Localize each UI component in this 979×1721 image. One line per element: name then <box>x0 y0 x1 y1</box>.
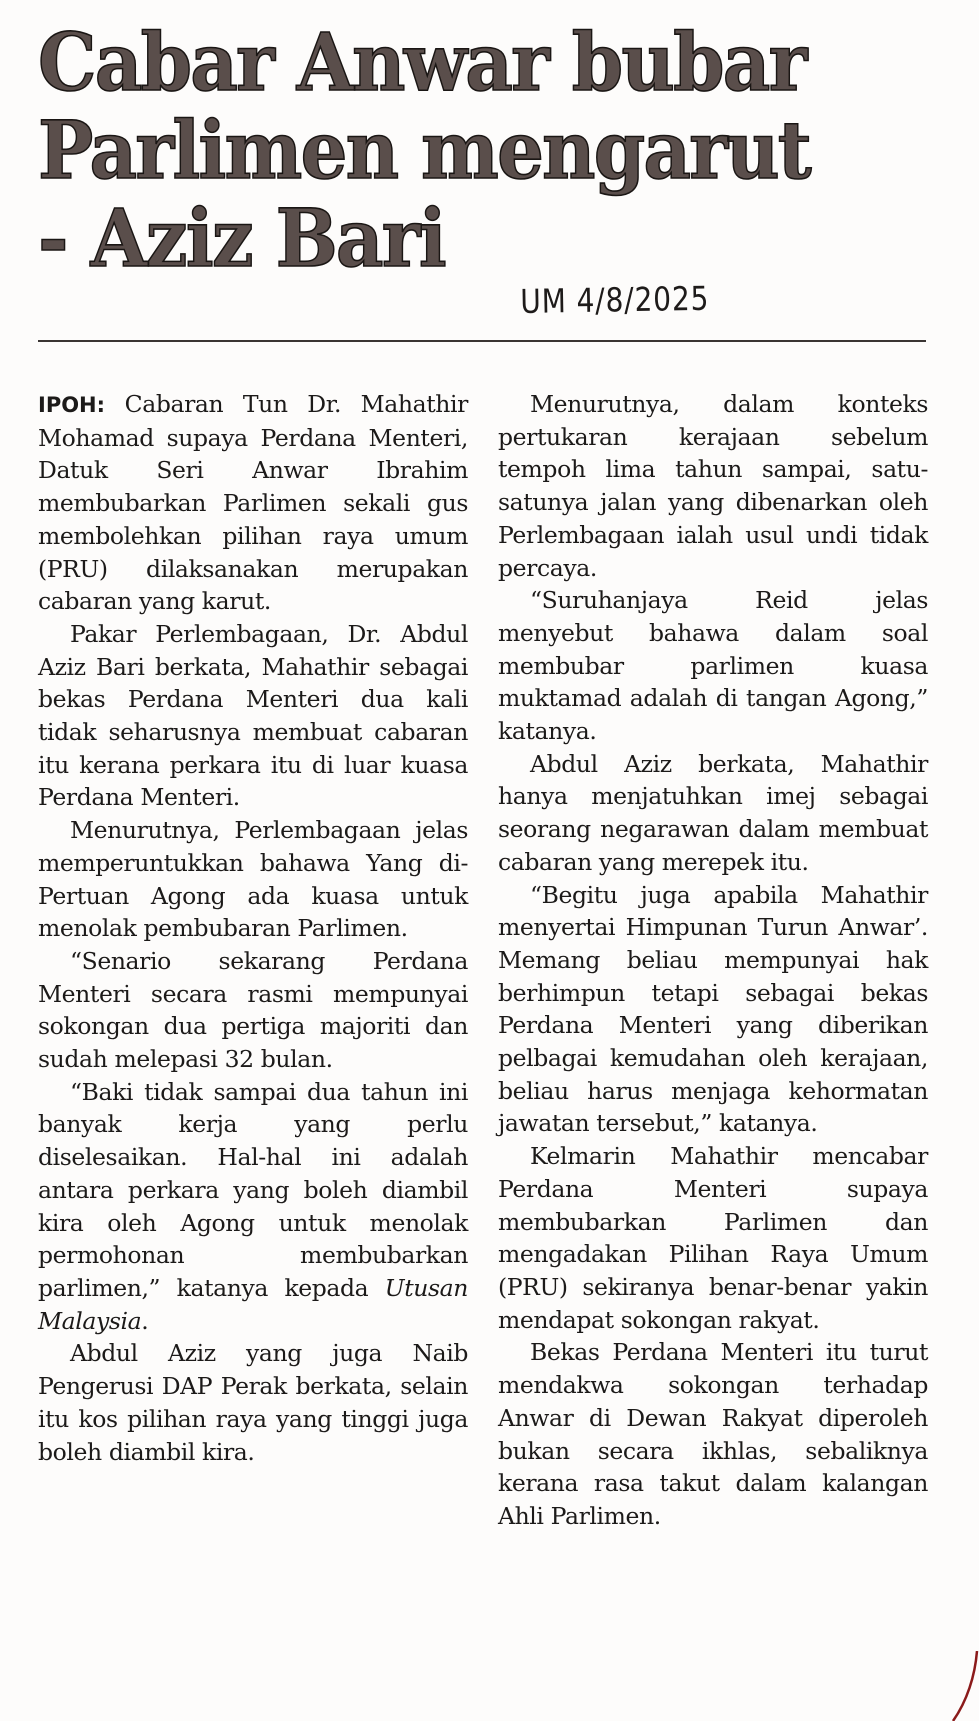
headline-divider <box>38 340 926 342</box>
paragraph: “Begitu juga apabila Mahathir menyertai Himpunan Turun Anwar’. Memang beliau mempunyai hak berhimpun tetapi sebagai bekas Perdana Menteri yang diberikan pelbagai kemudahan oleh kerajaan, beliau harus menjaga kehormatan jawatan tersebut,” katanya. <box>498 880 928 1138</box>
paragraph-lead <box>38 388 468 618</box>
paragraph: Abdul Aziz berkata, Mahathir hanya menjatuhkan imej sebagai seorang negarawan dalam membuat cabaran yang merepek itu. <box>498 749 928 876</box>
paragraph: Bekas Perdana Menteri itu turut mendakwa sokongan terhadap Anwar di Dewan Rakyat diperoleh bukan secara ikhlas, sebaliknya kerana rasa takut dalam kalangan Ahli Parlimen. <box>498 1338 928 1530</box>
paragraph: Menurutnya, Perlembagaan jelas memperuntukkan bahawa Yang di-Pertuan Agong ada kuasa untuk menolak pembubaran Parlimen. <box>38 816 468 943</box>
headline-line-2: Parlimen mengarut <box>38 103 810 197</box>
quote-text: “Baki tidak sampai dua tahun ini banyak kerja yang perlu diselesaikan. Hal-hal ini adalah antara perkara yang boleh diambil kira oleh Agong untuk menolak permohonan membubarkan parlimen,” katanya kepada <box>38 1077 468 1302</box>
closing-period: . <box>141 1306 149 1335</box>
paragraph: “Senario sekarang Perdana Menteri secara rasmi mempunyai sokongan dua pertiga majoriti dan sudah melepasi 32 bulan. <box>38 946 468 1074</box>
paragraph: Pakar Perlembagaan, Dr. Abdul Aziz Bari berkata, Mahathir sebagai bekas Perdana Menteri dua kali tidak seharusnya membuat cabaran itu kerana perkara itu di luar kuasa Perdana Menteri. <box>38 619 468 812</box>
publication-name: Utusan Malaysia <box>38 1273 468 1335</box>
lead-text: Cabaran Tun Dr. Mahathir Mohamad supaya Perdana Menteri, Datuk Seri Anwar Ibrahim membubarkan Parlimen sekali gus membolehkan pilihan raya umum (PRU) dilaksanakan merupakan cabaran yang karut. <box>38 390 468 616</box>
handwritten-date-note: UM 4/8/2025 <box>520 278 710 321</box>
dateline: IPOH: <box>38 393 106 417</box>
article-column-right <box>498 388 928 1533</box>
headline-line-1: Cabar Anwar bubar <box>38 15 806 109</box>
paragraph: Kelmarin Mahathir mencabar Perdana Menteri supaya membubarkan Parlimen dan mengadakan Pilihan Raya Umum (PRU) sekiranya benar-benar yakin mendapat sokongan rakyat. <box>498 1142 928 1334</box>
paragraph: “Suruhanjaya Reid jelas menyebut bahawa dalam soal membubar parlimen kuasa muktamad adalah di tangan Agong,” katanya. <box>498 586 928 746</box>
paragraph: Abdul Aziz yang juga Naib Pengerusi DAP Perak berkata, selain itu kos pilihan raya yang tinggi juga boleh diambil kira. <box>38 1339 468 1466</box>
headline <box>38 15 810 285</box>
red-pen-mark <box>949 1651 979 1721</box>
article-column-left <box>38 388 468 1468</box>
paragraph <box>38 1076 468 1338</box>
headline-line-3: - Aziz Bari <box>38 191 445 285</box>
paragraph: Menurutnya, dalam konteks pertukaran kerajaan sebelum tempoh lima tahun sampai, satu-satunya jalan yang dibenarkan oleh Perlembagaan ialah usul undi tidak percaya. <box>498 390 928 582</box>
